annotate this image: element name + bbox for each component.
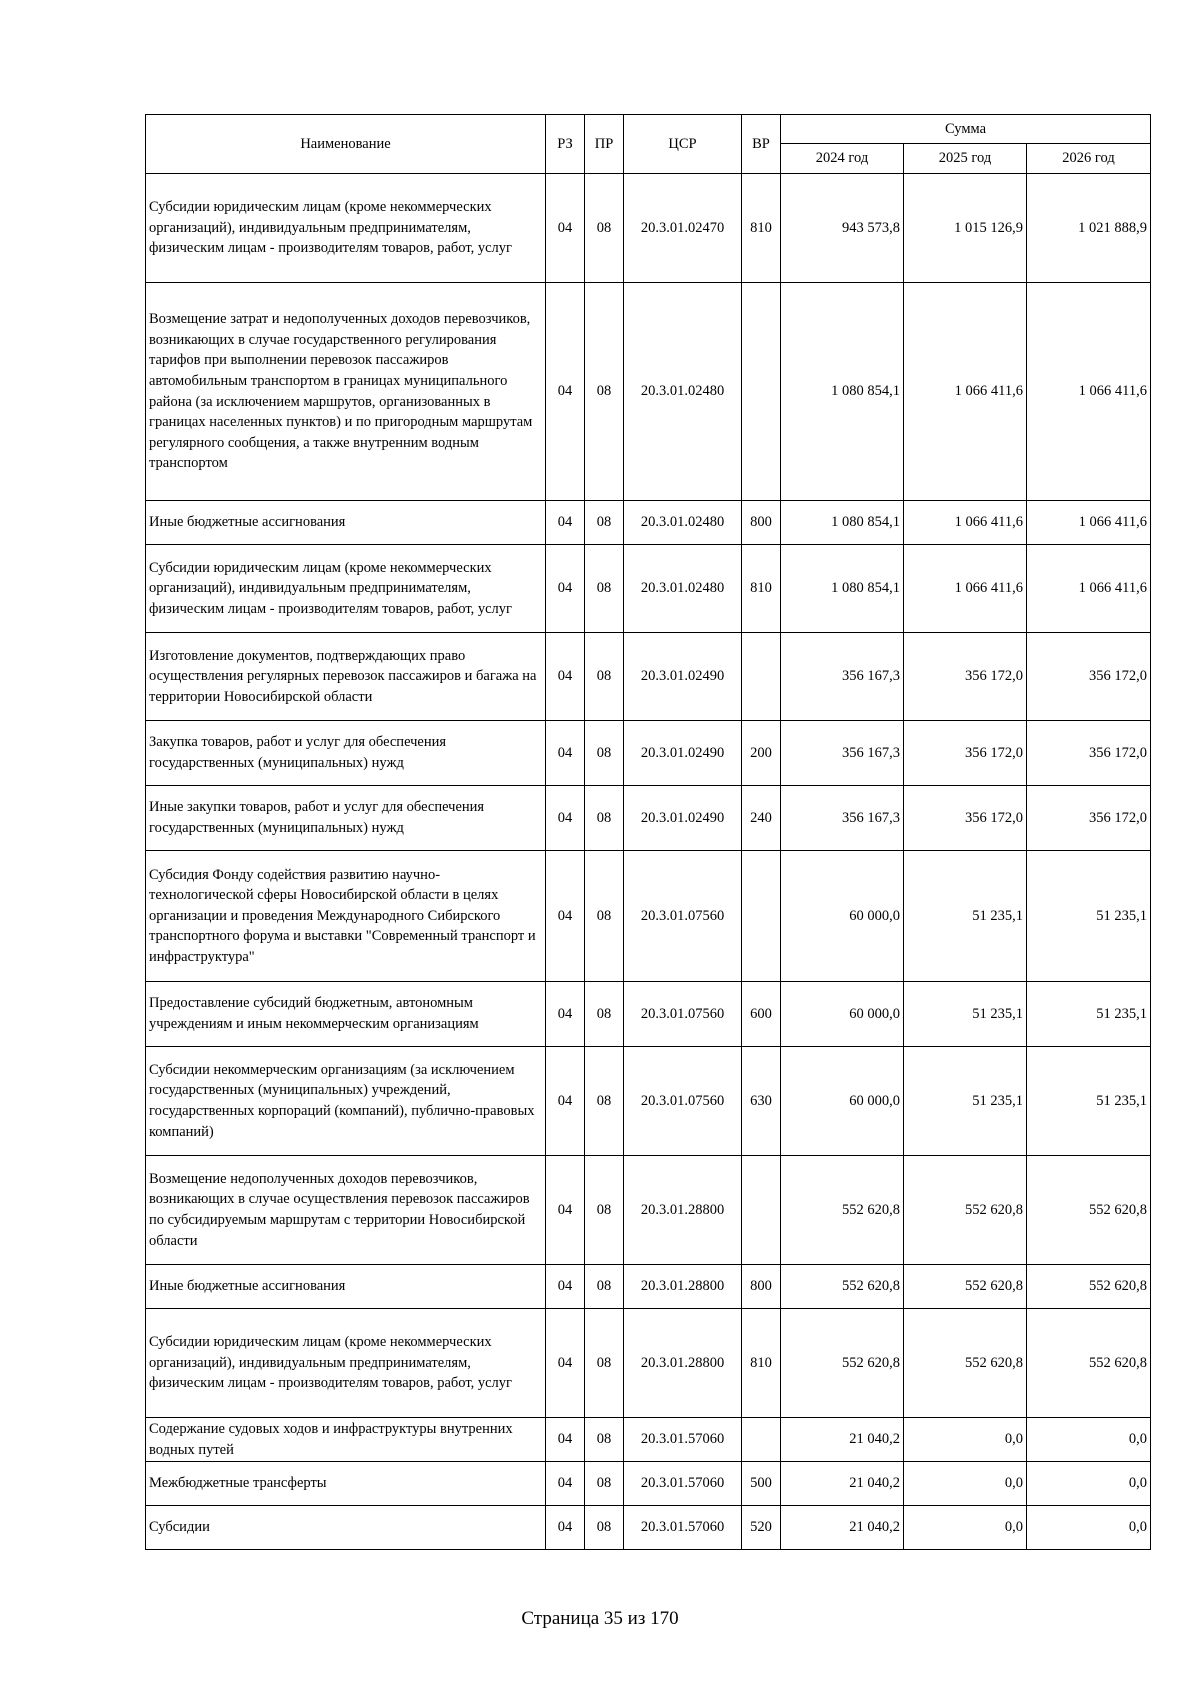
cell-rz: 04 [546, 1418, 585, 1462]
cell-name: Содержание судовых ходов и инфраструктуры внутренних водных путей [146, 1418, 546, 1462]
header-sum: Сумма [781, 115, 1151, 144]
cell-name: Иные закупки товаров, работ и услуг для обеспечения государственных (муниципальных) нужд [146, 786, 546, 851]
table-header [146, 115, 1151, 174]
cell-y2025: 356 172,0 [904, 721, 1027, 786]
cell-rz: 04 [546, 633, 585, 721]
cell-name: Межбюджетные трансферты [146, 1462, 546, 1506]
cell-name: Иные бюджетные ассигнования [146, 1265, 546, 1309]
cell-y2024: 1 080 854,1 [781, 501, 904, 545]
cell-pr: 08 [585, 501, 624, 545]
cell-name: Изготовление документов, подтверждающих право осуществления регулярных перевозок пассажиров и багажа на территории Новосибирской области [146, 633, 546, 721]
cell-name: Субсидии юридическим лицам (кроме некоммерческих организаций), индивидуальным предпринимателям, физическим лицам - производителям товаров, работ, услуг [146, 174, 546, 283]
cell-name: Субсидии [146, 1506, 546, 1550]
cell-y2026: 1 066 411,6 [1027, 545, 1151, 633]
cell-csr: 20.3.01.02470 [624, 174, 742, 283]
header-vr: ВР [742, 115, 781, 174]
cell-csr: 20.3.01.28800 [624, 1265, 742, 1309]
cell-y2026: 51 235,1 [1027, 851, 1151, 982]
cell-rz: 04 [546, 1462, 585, 1506]
cell-vr [742, 1156, 781, 1265]
cell-y2025: 51 235,1 [904, 982, 1027, 1047]
cell-rz: 04 [546, 283, 585, 501]
budget-table [145, 114, 1151, 1550]
header-rz: РЗ [546, 115, 585, 174]
cell-name: Закупка товаров, работ и услуг для обеспечения государственных (муниципальных) нужд [146, 721, 546, 786]
cell-y2026: 51 235,1 [1027, 1047, 1151, 1156]
cell-y2024: 1 080 854,1 [781, 545, 904, 633]
cell-pr: 08 [585, 721, 624, 786]
cell-csr: 20.3.01.57060 [624, 1462, 742, 1506]
cell-y2026: 0,0 [1027, 1506, 1151, 1550]
table-row [146, 174, 1151, 283]
cell-csr: 20.3.01.07560 [624, 851, 742, 982]
cell-vr: 800 [742, 501, 781, 545]
cell-y2025: 552 620,8 [904, 1156, 1027, 1265]
cell-vr: 600 [742, 982, 781, 1047]
cell-y2024: 60 000,0 [781, 982, 904, 1047]
header-name: Наименование [146, 115, 546, 174]
cell-vr [742, 851, 781, 982]
cell-pr: 08 [585, 174, 624, 283]
cell-y2026: 1 066 411,6 [1027, 501, 1151, 545]
cell-vr [742, 1418, 781, 1462]
table-row [146, 721, 1151, 786]
cell-rz: 04 [546, 721, 585, 786]
cell-pr: 08 [585, 1047, 624, 1156]
cell-y2024: 356 167,3 [781, 633, 904, 721]
table-row [146, 1047, 1151, 1156]
cell-y2024: 356 167,3 [781, 786, 904, 851]
cell-csr: 20.3.01.07560 [624, 1047, 742, 1156]
cell-y2024: 356 167,3 [781, 721, 904, 786]
cell-name: Иные бюджетные ассигнования [146, 501, 546, 545]
table-row [146, 982, 1151, 1047]
table-row [146, 283, 1151, 501]
cell-y2025: 1 015 126,9 [904, 174, 1027, 283]
cell-pr: 08 [585, 1506, 624, 1550]
cell-rz: 04 [546, 545, 585, 633]
cell-y2025: 1 066 411,6 [904, 283, 1027, 501]
cell-y2025: 51 235,1 [904, 851, 1027, 982]
cell-y2025: 552 620,8 [904, 1309, 1027, 1418]
header-year-2026: 2026 год [1027, 144, 1151, 174]
cell-y2024: 60 000,0 [781, 1047, 904, 1156]
table-body [146, 174, 1151, 1550]
cell-name: Возмещение затрат и недополученных доходов перевозчиков, возникающих в случае государственного регулирования тарифов при выполнении перевозок пассажиров автомобильным транспортом в границах муниципального района (за исключением маршрутов, организованных в границах населенных пунктов) и по пригородным маршрутам регулярного сообщения, а также внутренним водным транспортом [146, 283, 546, 501]
cell-y2025: 552 620,8 [904, 1265, 1027, 1309]
cell-vr [742, 633, 781, 721]
cell-rz: 04 [546, 1265, 585, 1309]
cell-y2026: 552 620,8 [1027, 1309, 1151, 1418]
cell-csr: 20.3.01.28800 [624, 1309, 742, 1418]
cell-y2026: 552 620,8 [1027, 1265, 1151, 1309]
cell-y2024: 21 040,2 [781, 1462, 904, 1506]
cell-y2024: 552 620,8 [781, 1265, 904, 1309]
cell-rz: 04 [546, 1309, 585, 1418]
cell-y2024: 552 620,8 [781, 1309, 904, 1418]
header-csr: ЦСР [624, 115, 742, 174]
cell-csr: 20.3.01.02490 [624, 721, 742, 786]
cell-y2026: 1 021 888,9 [1027, 174, 1151, 283]
table-row [146, 1265, 1151, 1309]
cell-csr: 20.3.01.57060 [624, 1418, 742, 1462]
cell-y2025: 1 066 411,6 [904, 545, 1027, 633]
cell-pr: 08 [585, 851, 624, 982]
cell-name: Субсидия Фонду содействия развитию научно-технологической сферы Новосибирской области в целях организации и проведения Международного Сибирского транспортного форума и выставки "Современный транспорт и инфраструктура" [146, 851, 546, 982]
cell-vr: 520 [742, 1506, 781, 1550]
cell-y2024: 943 573,8 [781, 174, 904, 283]
page-number: Страница 35 из 170 [521, 1608, 679, 1629]
cell-pr: 08 [585, 1418, 624, 1462]
cell-y2026: 0,0 [1027, 1462, 1151, 1506]
cell-y2024: 21 040,2 [781, 1418, 904, 1462]
cell-vr: 800 [742, 1265, 781, 1309]
cell-csr: 20.3.01.02480 [624, 501, 742, 545]
cell-y2026: 1 066 411,6 [1027, 283, 1151, 501]
cell-pr: 08 [585, 283, 624, 501]
cell-rz: 04 [546, 982, 585, 1047]
cell-rz: 04 [546, 501, 585, 545]
cell-y2025: 0,0 [904, 1418, 1027, 1462]
cell-pr: 08 [585, 1265, 624, 1309]
table-row [146, 633, 1151, 721]
table-row [146, 1418, 1151, 1462]
cell-name: Субсидии юридическим лицам (кроме некоммерческих организаций), индивидуальным предпринимателям, физическим лицам - производителям товаров, работ, услуг [146, 1309, 546, 1418]
cell-name: Предоставление субсидий бюджетным, автономным учреждениям и иным некоммерческим организациям [146, 982, 546, 1047]
cell-y2026: 356 172,0 [1027, 721, 1151, 786]
table-row [146, 1156, 1151, 1265]
cell-name: Возмещение недополученных доходов перевозчиков, возникающих в случае осуществления перевозок пассажиров по субсидируемым маршрутам с территории Новосибирской области [146, 1156, 546, 1265]
cell-y2026: 552 620,8 [1027, 1156, 1151, 1265]
table-row [146, 851, 1151, 982]
cell-y2024: 60 000,0 [781, 851, 904, 982]
cell-vr: 630 [742, 1047, 781, 1156]
cell-pr: 08 [585, 1156, 624, 1265]
cell-y2024: 1 080 854,1 [781, 283, 904, 501]
table-row [146, 786, 1151, 851]
cell-y2026: 356 172,0 [1027, 633, 1151, 721]
cell-pr: 08 [585, 982, 624, 1047]
cell-vr: 200 [742, 721, 781, 786]
cell-rz: 04 [546, 1506, 585, 1550]
cell-csr: 20.3.01.57060 [624, 1506, 742, 1550]
cell-csr: 20.3.01.02480 [624, 283, 742, 501]
cell-csr: 20.3.01.02480 [624, 545, 742, 633]
cell-y2025: 0,0 [904, 1462, 1027, 1506]
cell-vr: 810 [742, 545, 781, 633]
cell-pr: 08 [585, 1309, 624, 1418]
cell-vr: 500 [742, 1462, 781, 1506]
cell-name: Субсидии юридическим лицам (кроме некоммерческих организаций), индивидуальным предпринимателям, физическим лицам - производителям товаров, работ, услуг [146, 545, 546, 633]
cell-y2026: 51 235,1 [1027, 982, 1151, 1047]
cell-vr: 240 [742, 786, 781, 851]
cell-pr: 08 [585, 633, 624, 721]
cell-rz: 04 [546, 851, 585, 982]
cell-y2026: 0,0 [1027, 1418, 1151, 1462]
cell-vr: 810 [742, 1309, 781, 1418]
cell-rz: 04 [546, 174, 585, 283]
table-row [146, 1506, 1151, 1550]
cell-y2025: 356 172,0 [904, 786, 1027, 851]
cell-csr: 20.3.01.07560 [624, 982, 742, 1047]
cell-vr [742, 283, 781, 501]
table-row [146, 545, 1151, 633]
table-row [146, 1309, 1151, 1418]
cell-y2024: 552 620,8 [781, 1156, 904, 1265]
cell-pr: 08 [585, 786, 624, 851]
cell-name: Субсидии некоммерческим организациям (за исключением государственных (муниципальных) учреждений, государственных корпораций (компаний), публично-правовых компаний) [146, 1047, 546, 1156]
cell-y2025: 1 066 411,6 [904, 501, 1027, 545]
header-year-2025: 2025 год [904, 144, 1027, 174]
cell-y2025: 356 172,0 [904, 633, 1027, 721]
cell-rz: 04 [546, 786, 585, 851]
cell-y2026: 356 172,0 [1027, 786, 1151, 851]
header-pr: ПР [585, 115, 624, 174]
header-year-2024: 2024 год [781, 144, 904, 174]
cell-pr: 08 [585, 545, 624, 633]
table-row [146, 501, 1151, 545]
cell-y2025: 51 235,1 [904, 1047, 1027, 1156]
table-row [146, 1462, 1151, 1506]
cell-csr: 20.3.01.02490 [624, 786, 742, 851]
cell-csr: 20.3.01.28800 [624, 1156, 742, 1265]
cell-y2024: 21 040,2 [781, 1506, 904, 1550]
cell-pr: 08 [585, 1462, 624, 1506]
cell-rz: 04 [546, 1047, 585, 1156]
cell-y2025: 0,0 [904, 1506, 1027, 1550]
cell-rz: 04 [546, 1156, 585, 1265]
cell-vr: 810 [742, 174, 781, 283]
cell-csr: 20.3.01.02490 [624, 633, 742, 721]
